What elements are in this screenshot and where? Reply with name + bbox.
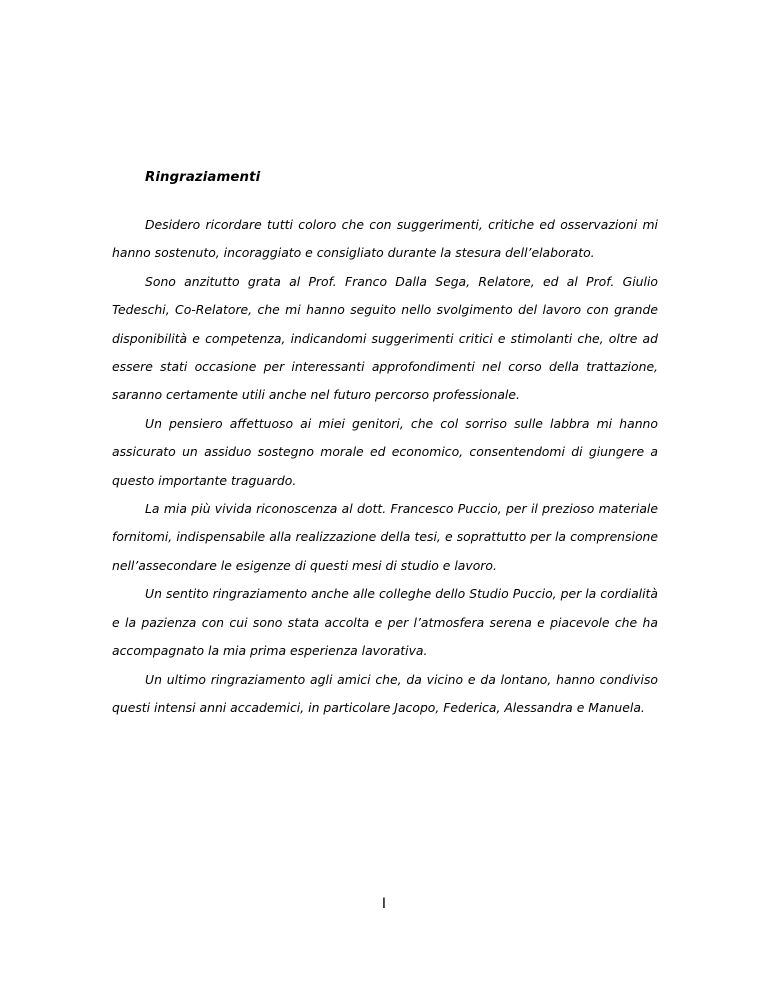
acknowledgements-body (112, 211, 658, 722)
paragraph: Un pensiero affettuoso ai miei genitori, che col sorriso sulle labbra mi hanno assicurato un assiduo sostegno morale ed economico, consentendomi di giungere a questo importante traguardo. (112, 415, 658, 488)
paragraph: La mia più vivida riconoscenza al dott. Francesco Puccio, per il prezioso materiale fornitomi, indispensabile alla realizzazione della tesi, e soprattutto per la comprensione nell’assecondare le esigenze di questi mesi di studio e lavoro. (112, 501, 658, 573)
section-heading: Ringraziamenti (145, 170, 261, 185)
paragraph: Un sentito ringraziamento anche alle colleghe dello Studio Puccio, per la cordialità e la pazienza con cui sono stata accolta e per l’atmosfera serena e piacevole che ha accompagnato la mia prima esperienza lavorativa. (112, 586, 658, 659)
paragraph: Desidero ricordare tutti coloro che con suggerimenti, critiche ed osservazioni mi hanno sostenuto, incoraggiato e consigliato durante la stesura dell’elaborato. (112, 217, 658, 261)
paragraph: Un ultimo ringraziamento agli amici che, da vicino e da lontano, hanno condiviso questi intensi anni accademici, in particolare Jacopo, Federica, Alessandra e Manuela. (112, 671, 658, 715)
page-number: I (381, 896, 387, 912)
paragraph: Sono anzitutto grata al Prof. Franco Dalla Sega, Relatore, ed al Prof. Giulio Tedeschi, Co-Relatore, che mi hanno seguito nello svolgimento del lavoro con grande disponibilità e competenza, indicandomi suggerimenti critici e stimolanti che, oltre ad essere stati occasione per interessanti approfondimenti nel corso della trattazione, saranno certamente utili anche nel futuro percorso professionale. (112, 273, 658, 403)
